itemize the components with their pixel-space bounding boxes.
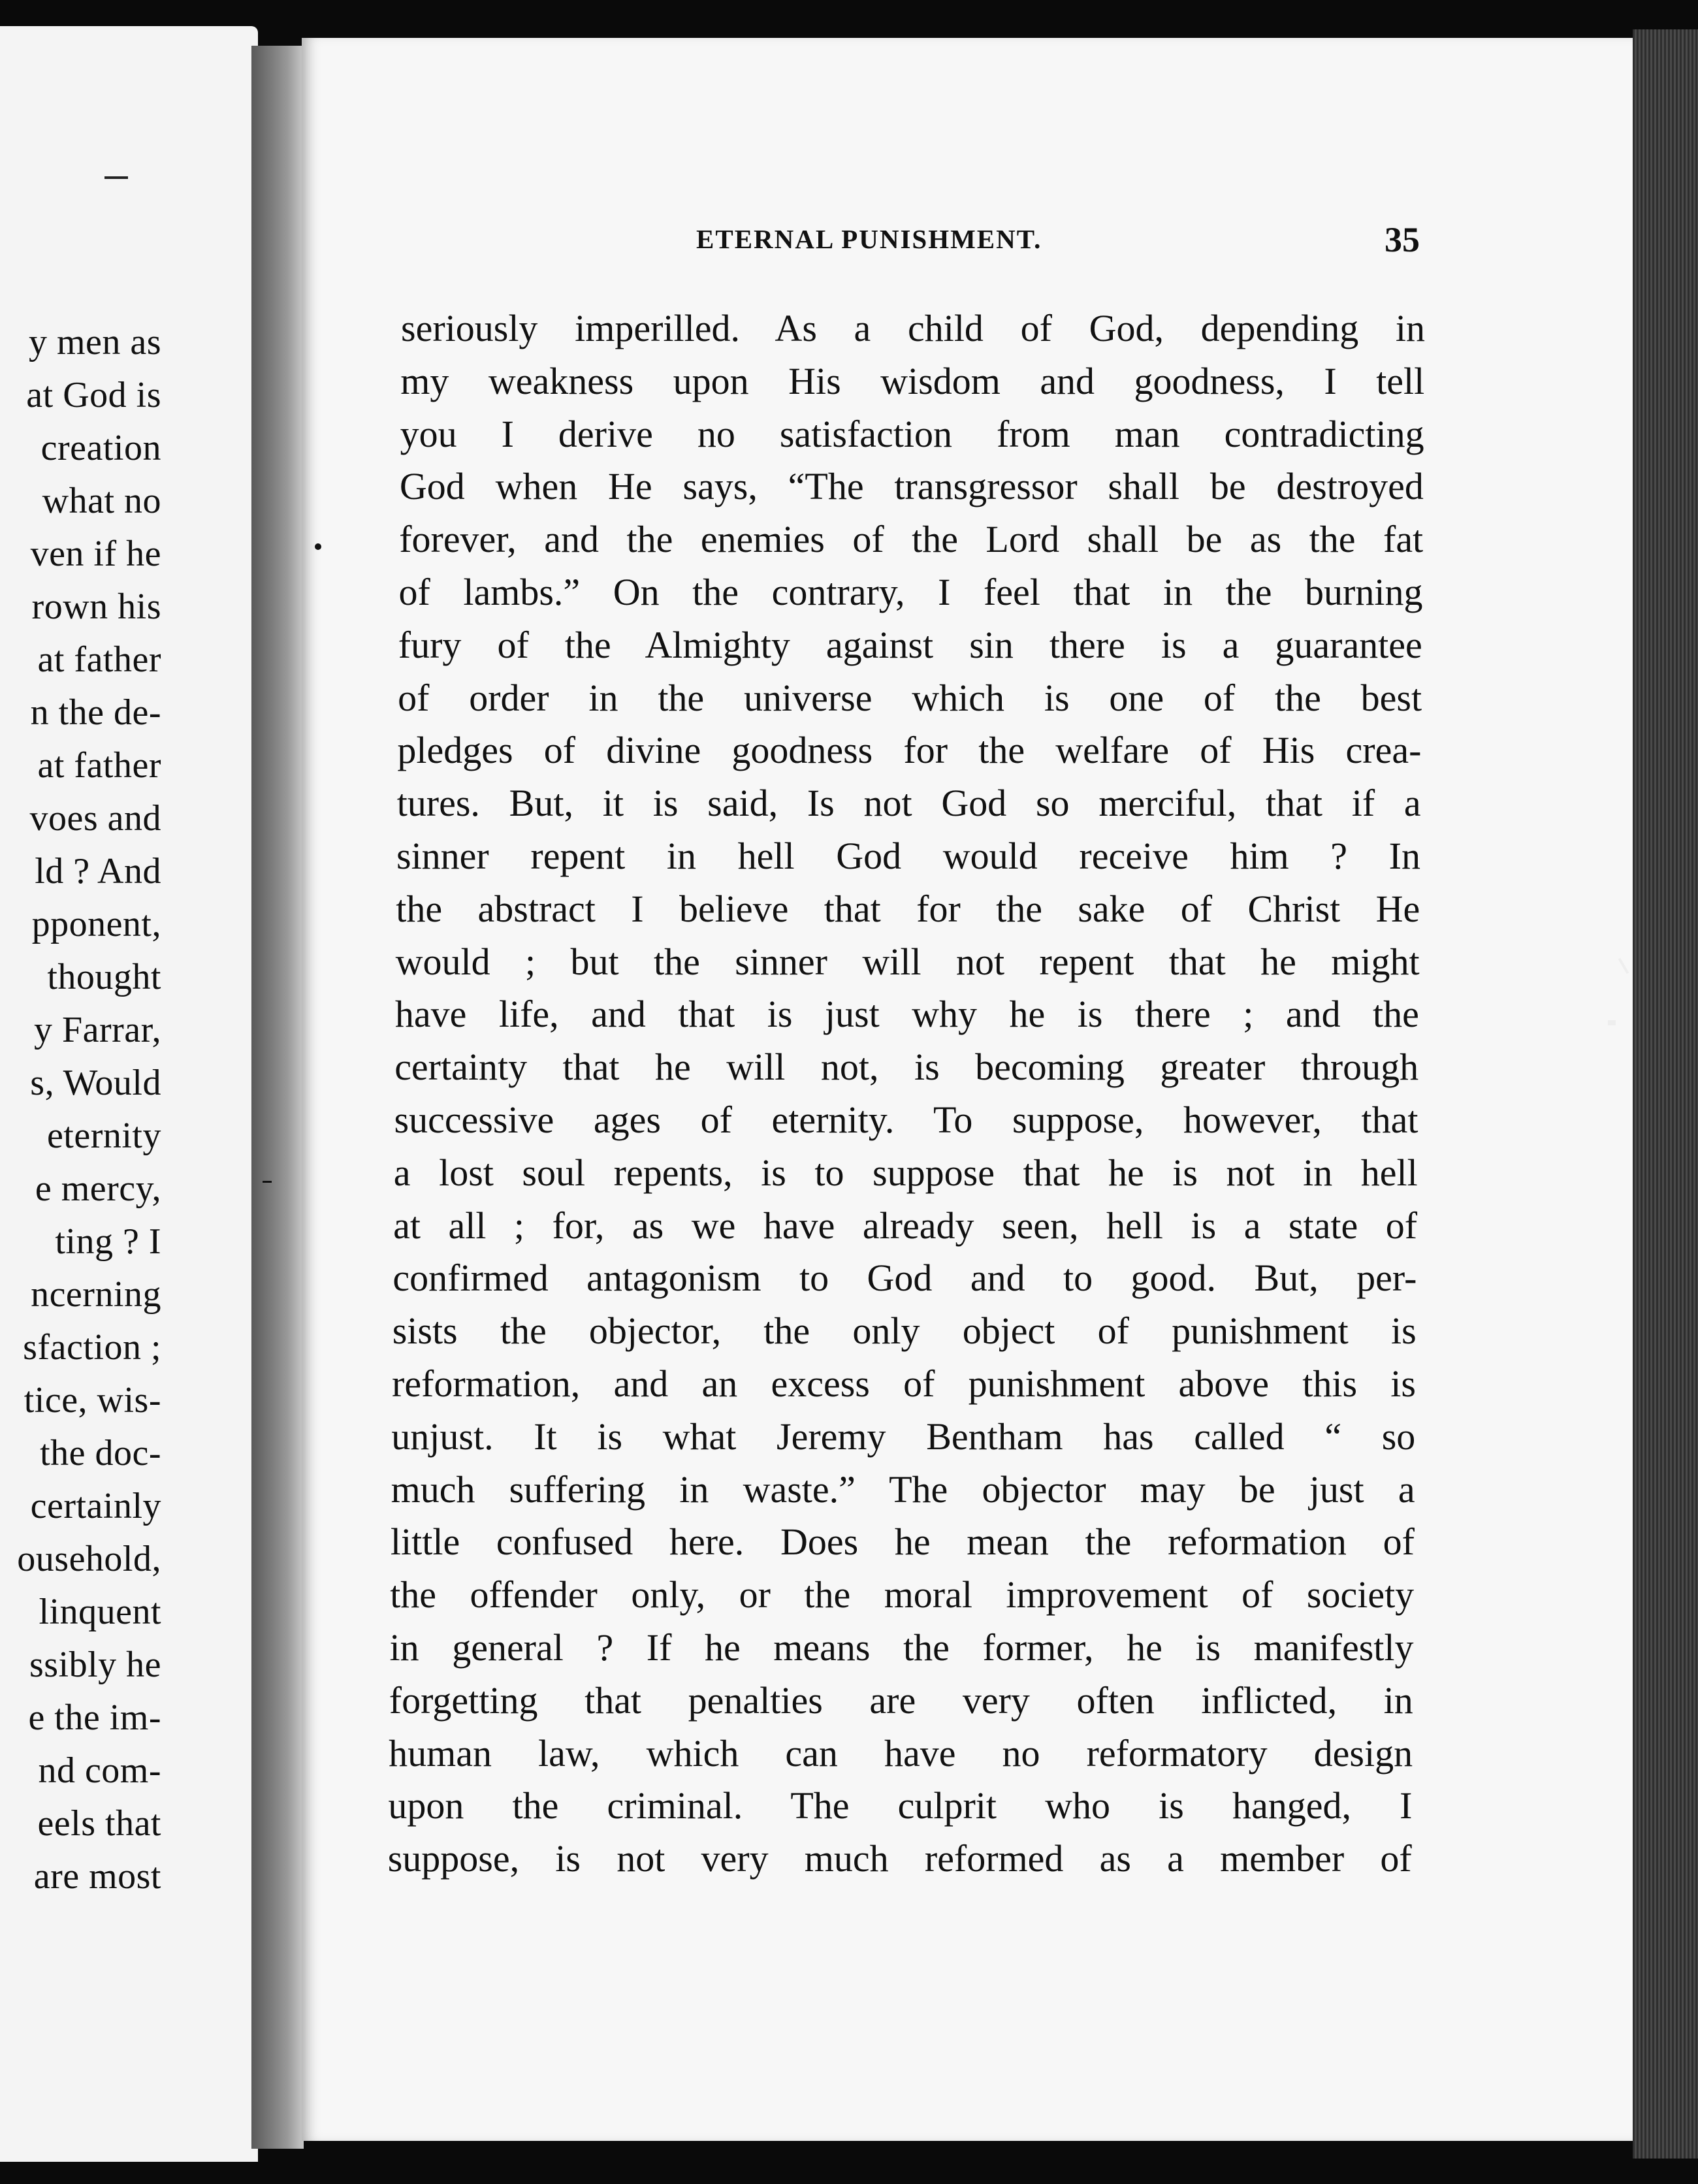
left-page-dash [104, 176, 128, 179]
left-page-line: at God is [26, 375, 161, 415]
left-page-line: e mercy, [35, 1168, 161, 1209]
left-page-line: certainly [30, 1486, 161, 1526]
left-page-line: ven if he [30, 534, 161, 574]
body-line: a lost soul repents, is to suppose that he is not in hell [393, 1151, 1418, 1194]
left-page-line: eternity [46, 1116, 161, 1156]
left-page-line: s, Would [30, 1063, 161, 1103]
left-page-line: eels that [37, 1803, 161, 1844]
left-page-line: thought [47, 957, 161, 997]
body-line: my weakness upon His wisdom and goodness, I tell [400, 359, 1425, 402]
body-line: unjust. It is what Jeremy Bentham has called “ so [391, 1415, 1416, 1458]
body-line: sinner repent in hell God would receive him ? In [396, 835, 1420, 877]
left-page-line: creation [40, 428, 161, 468]
body-line: certainty that he will not, is becoming greater through [394, 1046, 1419, 1089]
left-page-line: are most [33, 1856, 161, 1897]
ink-speck [1608, 1020, 1616, 1025]
left-page [0, 26, 258, 2162]
left-page-line: nd com- [38, 1750, 161, 1791]
body-line: forgetting that penalties are very often inflicted, in [389, 1678, 1413, 1722]
left-page-line: y men as [28, 322, 161, 362]
page-number: 35 [1385, 220, 1420, 259]
left-page-line: the doc- [40, 1433, 161, 1473]
left-page-line: ld ? And [35, 851, 161, 891]
body-line: much suffering in waste.” The objector may be just a [391, 1468, 1415, 1511]
left-page-line: ssibly he [29, 1645, 161, 1685]
body-line: successive ages of eternity. To suppose, however, that [394, 1099, 1418, 1141]
page-edge [1633, 29, 1698, 2159]
body-line: human law, which can have no reformatory design [389, 1731, 1413, 1774]
body-line: in general ? If he means the former, he is manifestly [389, 1626, 1414, 1669]
body-line: you I derive no satisfaction from man contradicting [400, 412, 1424, 455]
left-page-line: sfaction ; [23, 1327, 161, 1368]
left-page-line: pponent, [31, 904, 161, 944]
body-line: forever, and the enemies of the Lord shall be as the fat [399, 518, 1424, 561]
left-page-line: n the de- [30, 692, 161, 733]
body-line: fury of the Almighty against sin there is a guarantee [398, 623, 1422, 666]
body-line: sists the objector, the only object of punishment is [392, 1309, 1417, 1353]
body-line: reformation, and an excess of punishment above this is [392, 1362, 1416, 1405]
body-line: would ; but the sinner will not repent that he might [395, 940, 1420, 983]
running-head: ETERNAL PUNISHMENT. [696, 224, 1042, 254]
body-line: confirmed antagonism to God and to good. But, per- [392, 1257, 1417, 1300]
ink-speck [263, 1181, 272, 1183]
body-line: the offender only, or the moral improvement of society [390, 1573, 1415, 1616]
left-page-line: what no [42, 481, 161, 521]
body-line: God when He says, “The transgressor shall be destroyed [399, 465, 1424, 508]
left-page-line: tice, wis- [24, 1380, 161, 1421]
body-line: seriously imperilled. As a child of God, depending in [401, 307, 1425, 349]
body-line: have life, and that is just why he is there ; and the [394, 993, 1419, 1036]
left-page-line: ncerning [31, 1274, 161, 1315]
body-line: the abstract I believe that for the sake of Christ He [396, 887, 1420, 930]
left-page-line: linquent [39, 1592, 161, 1632]
body-line: of lambs.” On the contrary, I feel that in the burning [398, 571, 1423, 613]
left-page-line: rown his [31, 586, 161, 627]
body-line: tures. But, it is said, Is not God so merciful, that if a [396, 782, 1421, 825]
left-page-line: voes and [29, 798, 161, 839]
body-line: upon the criminal. The culprit who is hanged, I [388, 1784, 1413, 1827]
body-line: suppose, is not very much reformed as a member of [387, 1837, 1412, 1880]
left-page-line: e the im- [28, 1697, 161, 1738]
ink-speck [315, 543, 321, 550]
body-line: little confused here. Does he mean the reformation of [390, 1520, 1415, 1564]
left-page-line: at father [37, 745, 161, 786]
left-page-line: ousehold, [17, 1539, 161, 1579]
left-page-line: ting ? I [55, 1221, 161, 1262]
body-line: of order in the universe which is one of the best [398, 676, 1422, 719]
body-line: at all ; for, as we have already seen, hell is a state of [393, 1204, 1418, 1247]
left-page-line: at father [37, 639, 161, 680]
book-gutter [251, 46, 304, 2149]
left-page-line: y Farrar, [33, 1010, 161, 1050]
body-line: pledges of divine goodness for the welfare of His crea- [397, 729, 1422, 772]
